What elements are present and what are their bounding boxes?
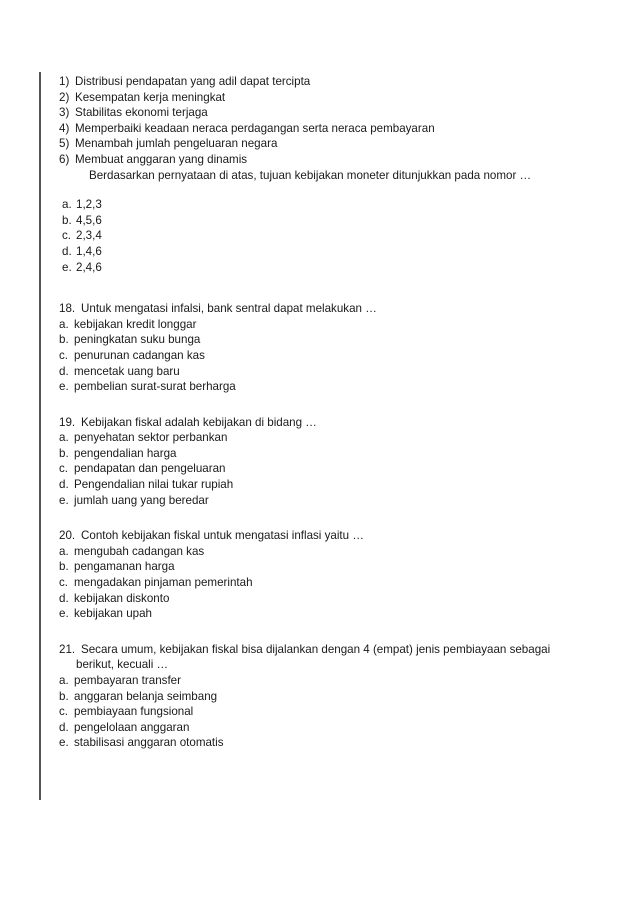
answer-option[interactable]: e. 2,4,6 xyxy=(62,260,102,274)
answer-option[interactable]: a. pembayaran transfer xyxy=(59,674,181,687)
answer-option[interactable]: c. pendapatan dan pengeluaran xyxy=(59,462,226,476)
question-text: Secara umum, kebijakan fiskal bisa dijalankan dengan 4 (empat) jenis pembiayaan sebagai xyxy=(81,642,551,656)
statement-list xyxy=(59,74,619,168)
statement-text: Kesempatan kerja meningkat xyxy=(75,90,226,104)
answer-option[interactable]: b. 4,5,6 xyxy=(62,213,102,227)
answer-option[interactable]: d. 1,4,6 xyxy=(62,244,102,258)
question-text: Untuk mengatasi infalsi, bank sentral dapat melakukan … xyxy=(81,302,377,316)
question-20 xyxy=(59,528,619,622)
question-18 xyxy=(59,301,619,395)
statement-item: 5) Menambah jumlah pengeluaran negara xyxy=(59,137,278,151)
question-text-continuation: berikut, kecuali … xyxy=(76,658,169,672)
statement-text: Membuat anggaran yang dinamis xyxy=(75,152,248,166)
answer-option[interactable]: b. anggaran belanja seimbang xyxy=(59,689,218,703)
answer-option[interactable]: a. 1,2,3 xyxy=(62,198,102,212)
answer-option[interactable]: c. 2,3,4 xyxy=(62,229,102,243)
statement-item: 1) Distribusi pendapatan yang adil dapat tercipta xyxy=(59,75,311,88)
question-number: 19. xyxy=(59,415,76,429)
answer-option[interactable]: d. mencetak uang baru xyxy=(59,364,180,378)
question-text: Kebijakan fiskal adalah kebijakan di bidang … xyxy=(81,415,317,429)
margin-rule xyxy=(39,72,41,800)
answer-option[interactable]: c. pembiayaan fungsional xyxy=(59,705,194,719)
statement-text: Memperbaiki keadaan neraca perdagangan serta neraca pembayaran xyxy=(75,121,435,135)
answer-option[interactable]: c. mengadakan pinjaman pemerintah xyxy=(59,576,253,590)
answer-option[interactable]: d. kebijakan diskonto xyxy=(59,591,170,605)
statement-item: 2) Kesempatan kerja meningkat xyxy=(59,90,226,104)
question-number: 18. xyxy=(59,302,76,316)
statement-text: Distribusi pendapatan yang adil dapat tercipta xyxy=(75,75,311,88)
statement-text: Stabilitas ekonomi terjaga xyxy=(75,106,208,120)
question-17-options xyxy=(59,197,619,275)
answer-option[interactable]: e. stabilisasi anggaran otomatis xyxy=(59,736,224,750)
question-number: 21. xyxy=(59,642,76,656)
question-number: 20. xyxy=(59,529,76,543)
statement-item: 6) Membuat anggaran yang dinamis xyxy=(59,152,248,166)
answer-option[interactable]: b. peningkatan suku bunga xyxy=(59,333,201,347)
question-17-text: Berdasarkan pernyataan di atas, tujuan kebijakan moneter ditunjukkan pada nomor … xyxy=(89,168,532,182)
question-text: Contoh kebijakan fiskal untuk mengatasi inflasi yaitu … xyxy=(81,529,364,543)
answer-option[interactable]: e. pembelian surat-surat berharga xyxy=(59,380,236,394)
question-21 xyxy=(59,642,619,751)
statement-text: Menambah jumlah pengeluaran negara xyxy=(75,137,278,151)
answer-option[interactable]: e. jumlah uang yang beredar xyxy=(59,493,209,507)
answer-option[interactable]: a. mengubah cadangan kas xyxy=(59,544,205,558)
answer-option[interactable]: e. kebijakan upah xyxy=(59,607,152,621)
answer-option[interactable]: a. kebijakan kredit longgar xyxy=(59,317,197,331)
question-19 xyxy=(59,415,619,509)
answer-option[interactable]: b. pengamanan harga xyxy=(59,560,175,574)
statement-item: 4) Memperbaiki keadaan neraca perdagangan serta neraca pembayaran xyxy=(59,121,435,135)
answer-option[interactable]: b. pengendalian harga xyxy=(59,446,177,460)
answer-option[interactable]: c. penurunan cadangan kas xyxy=(59,348,205,362)
answer-option[interactable]: a. penyehatan sektor perbankan xyxy=(59,431,228,445)
statement-item: 3) Stabilitas ekonomi terjaga xyxy=(59,106,208,120)
exam-page xyxy=(59,74,619,751)
answer-option[interactable]: d. pengelolaan anggaran xyxy=(59,720,190,734)
answer-option[interactable]: d. Pengendalian nilai tukar rupiah xyxy=(59,478,234,492)
